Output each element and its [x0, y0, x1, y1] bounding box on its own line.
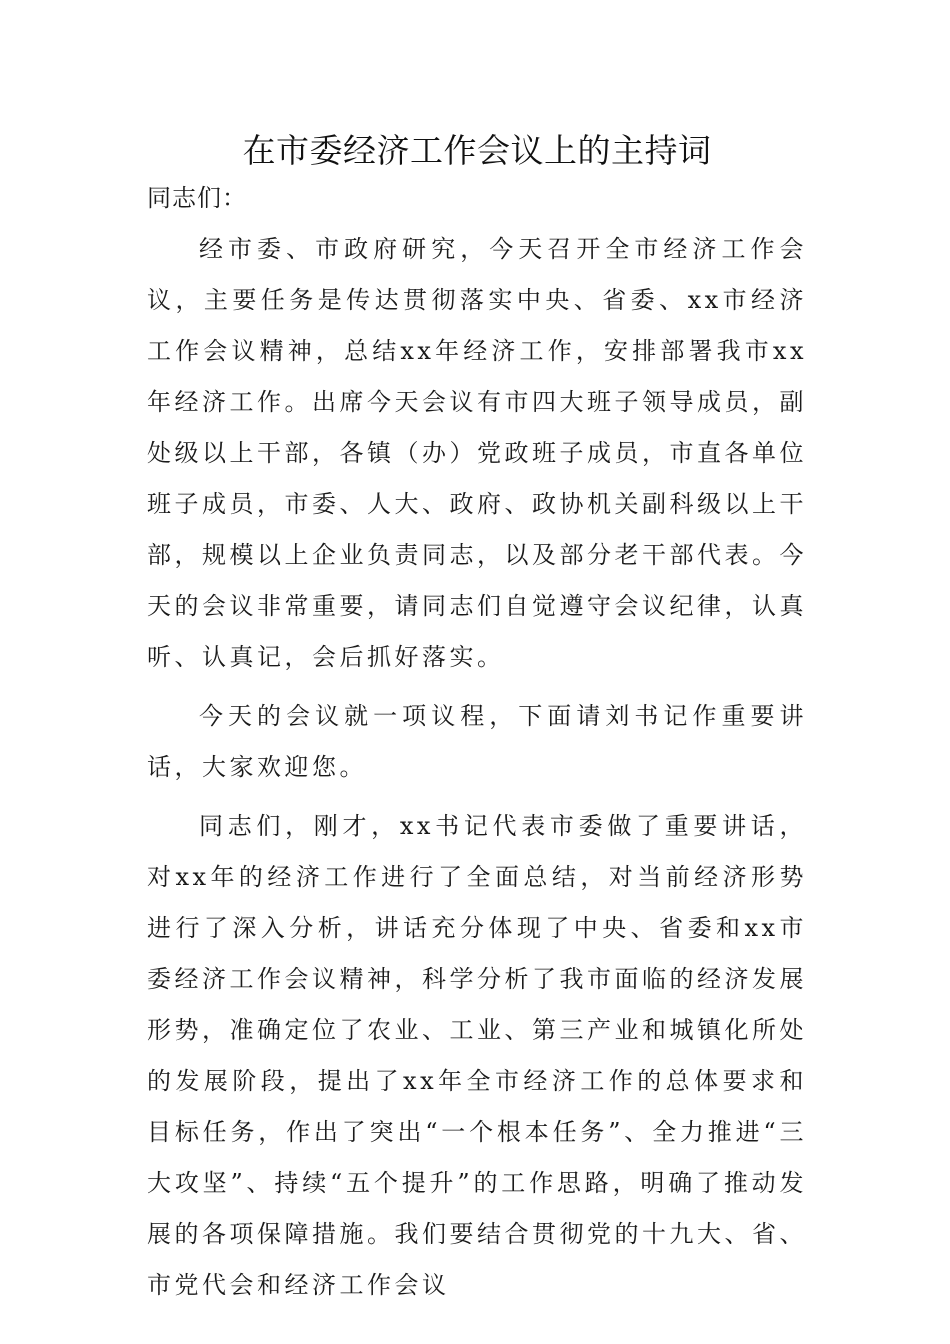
document-title: 在市委经济工作会议上的主持词 — [242, 131, 712, 170]
document-page — [147, 128, 807, 1311]
salutation: 同志们： — [147, 184, 247, 212]
paragraph-agenda: 今天的会议就一项议程，下面请刘书记作重要讲话，大家欢迎您。 — [147, 702, 807, 781]
paragraph-summary: 同志们，刚才，xx书记代表市委做了重要讲话，对xx年的经济工作进行了全面总结，对当前经济形势进行了深入分析，讲话充分体现了中央、省委和xx市委经济工作会议精神，科学分析了我市面临的经济发展形势，准确定位了农业、工业、第三产业和城镇化所处的发展阶段，提出了xx年全市经济工作的总体要求和目标任务，作出了突出“一个根本任务”、全力推进“三大攻坚”、持续“五个提升”的工作思路，明确了推动发展的各项保障措施。我们要结合贯彻党的十九大、省、市党代会和经济工作会议 — [147, 812, 807, 1299]
paragraph-opening: 经市委、市政府研究，今天召开全市经济工作会议，主要任务是传达贯彻落实中央、省委、xx市经济工作会议精神，总结xx年经济工作，安排部署我市xx年经济工作。出席今天会议有市四大班子领导成员，副处级以上干部，各镇（办）党政班子成员，市直各单位班子成员，市委、人大、政府、政协机关副科级以上干部，规模以上企业负责同志，以及部分老干部代表。今天的会议非常重要，请同志们自觉遵守会议纪律，认真听、认真记，会后抓好落实。 — [147, 235, 807, 671]
